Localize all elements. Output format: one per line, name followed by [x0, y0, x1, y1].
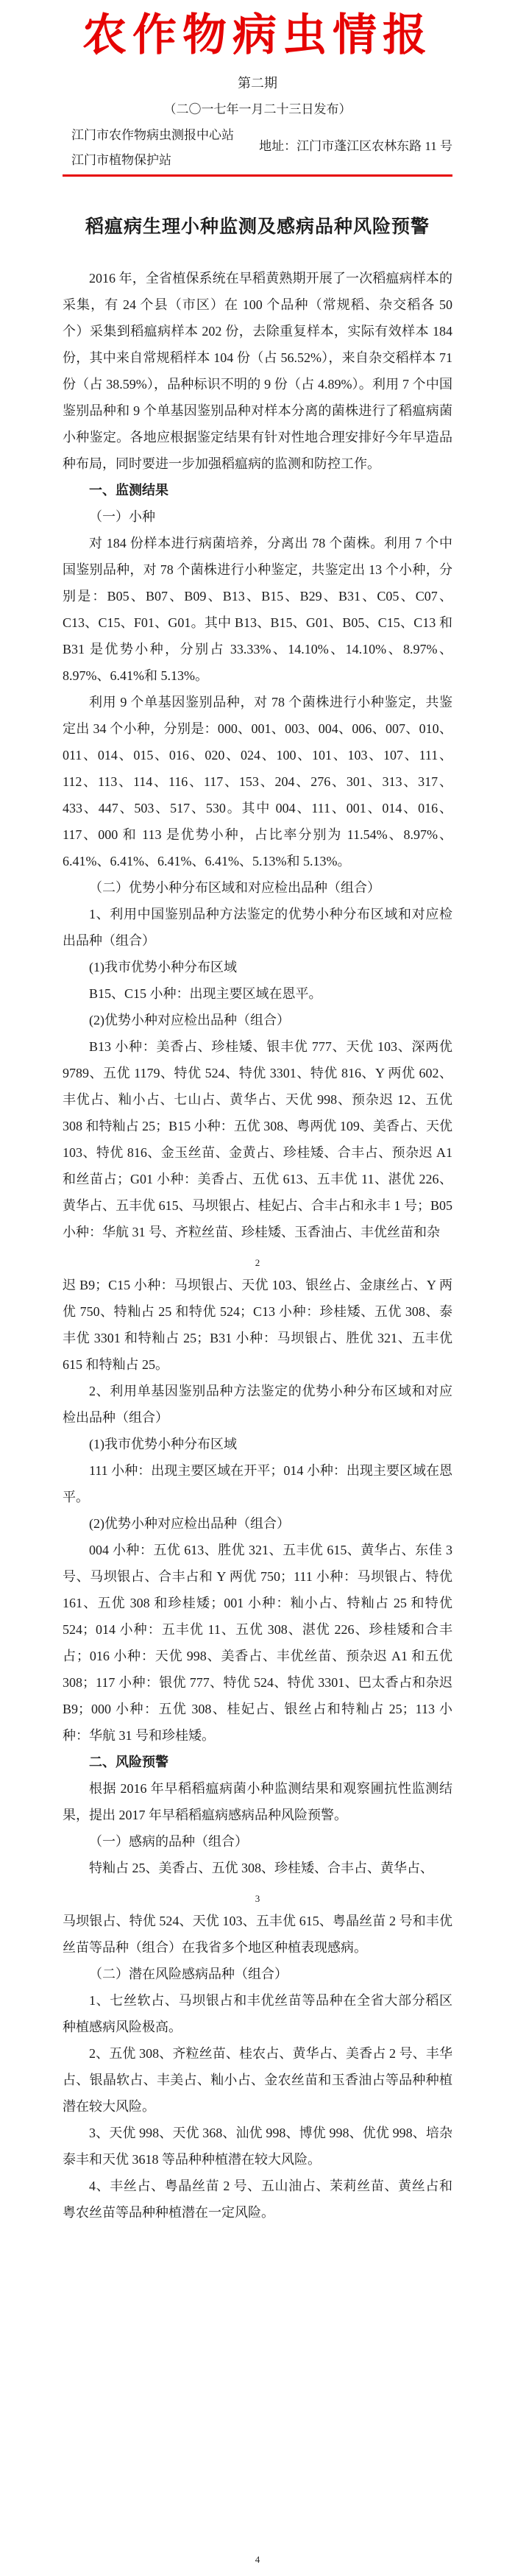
- org-address-row: [63, 124, 452, 169]
- paragraph-races-china-identifiers: 对 184 份样本进行病菌培养，分离出 78 个菌株。利用 7 个中国鉴别品种，对 78 个菌株进行小种鉴定，共鉴定出 13 个小种，分别是：B05、B07、B09、B13、B15、B29、B31、C05、C07、C13、C15、F01、G01。其中 B13、B15、G01、B05、C15、C13 和 B31 是优势小种，分别占 33.33%、14.10%、14.10%、8.97%、8.97%、6.41%和 5.13%。: [63, 536, 452, 683]
- label-china-area: (1)我市优势小种分布区域: [89, 960, 237, 974]
- heading-risk-warning: 二、风险预警: [89, 1755, 168, 1769]
- page-number-3: 3: [255, 1893, 260, 1904]
- article-body: [63, 265, 452, 2226]
- paragraph-monogenic-area: 111 小种：出现主要区域在开平；014 小种：出现主要区域在恩平。: [63, 1463, 452, 1504]
- paragraph-races-monogenic-identifiers: 利用 9 个单基因鉴别品种，对 78 个菌株进行小种鉴定，共鉴定出 34 个小种，分别是：000、001、003、004、006、007、010、011、014、015、016、020、024、100、101、103、107、111、112、113、114、116、117、153、204、276、301、313、317、433、447、503、517、530。其中 004、111、001、014、016、117、000 和 113 是优势小种，占比率分别为 11.54%、8.97%、6.41%、6.41%、6.41%、6.41%、5.13%和 5.13%。: [63, 695, 452, 868]
- paragraph-susceptible-part2: 马坝银占、特优 524、天优 103、五丰优 615、粤晶丝苗 2 号和丰优丝苗等品种（组合）在我省多个地区种植表现感病。: [63, 1914, 452, 1955]
- masthead: [0, 0, 515, 177]
- page-number-2: 2: [255, 1257, 260, 1268]
- paragraph-monogenic-detected: 004 小种：五优 613、胜优 321、五丰优 615、黄华占、东佳 3 号、马坝银占、合丰占和 Y 两优 750；111 小种：马坝银占、特优 161、五优 308 和珍桂矮；001 小种：籼小占、特籼占 25 和特优 524；014 小种：五丰优 11、五优 308、湛优 226、珍桂矮和合丰占；016 小种：天优 998、美香占、丰优丝苗、预杂迟 A1 和五优 308；117 小种：银优 777、特优 524、特优 3301、巴太香占和杂迟 B9；000 小种：五优 308、桂妃占、银丝占和特籼占 25；113 小种：华航 31 号和珍桂矮。: [63, 1543, 452, 1743]
- masthead-red-rule: [63, 174, 452, 177]
- label-monogenic-area: (1)我市优势小种分布区域: [89, 1437, 237, 1451]
- paragraph-china-detected-part2: 迟 B9；C15 小种：马坝银占、天优 103、银丝占、金康丝占、Y 两优 750、特籼占 25 和特优 524；C13 小种：珍桂矮、五优 308、泰丰优 3301 和特籼占 25；B31 小种：马坝银占、胜优 321、五丰优 615 和特籼占 25。: [63, 1278, 452, 1372]
- org-address: 地址：江门市蓬江区农林东路 11 号: [259, 139, 452, 153]
- heading-races: （一）小种: [89, 509, 155, 524]
- org-name-1: 江门市农作物病虫测报中心站: [71, 128, 234, 142]
- heading-distribution-and-varieties: （二）优势小种分布区域和对应检出品种（组合）: [89, 880, 380, 895]
- paragraph-monogenic-method: 2、利用单基因鉴别品种方法鉴定的优势小种分布区域和对应检出品种（组合）: [63, 1384, 452, 1425]
- heading-monitoring-results: 一、监测结果: [89, 483, 168, 498]
- paragraph-risk-intro: 根据 2016 年早稻稻瘟病菌小种监测结果和观察圃抗性监测结果，提出 2017 年早稻稻瘟病感病品种风险预警。: [63, 1781, 452, 1822]
- article-title: 稻瘟病生理小种监测及感病品种风险预警: [85, 217, 430, 237]
- paragraph-china-area: B15、C15 小种：出现主要区域在恩平。: [89, 986, 322, 1001]
- paragraph-china-detected-part1: B13 小种：美香占、珍桂矮、银丰优 777、天优 103、深两优 9789、五优 1179、特优 524、特优 3301、特优 816、Y 两优 602、丰优占、籼小占、七山占、黄华占、天优 998、预杂迟 12、五优 308 和特籼占 25；B15 小种：五优 308、粤两优 109、美香占、天优 103、特优 816、金玉丝苗、金黄占、珍桂矮、合丰占、预杂迟 A1 和丝苗占；G01 小种：美香占、五优 613、五丰优 11、湛优 226、黄华占、五丰优 615、马坝银占、桂妃占、合丰占和永丰 1 号；B05 小种：华航 31 号、齐粒丝苗、珍桂矮、玉香油占、丰优丝苗和杂: [63, 1039, 452, 1239]
- paragraph-china-method: 1、利用中国鉴别品种方法鉴定的优势小种分布区域和对应检出品种（组合）: [63, 907, 452, 948]
- paragraph-potential-risk-1: 1、七丝软占、马坝银占和丰优丝苗等品种在全省大部分稻区种植感病风险极高。: [63, 1993, 452, 2034]
- heading-potential-risk-varieties: （二）潜在风险感病品种（组合）: [89, 1967, 288, 1981]
- org-name-2: 江门市植物保护站: [71, 153, 171, 167]
- paragraph-potential-risk-2: 2、五优 308、齐粒丝苗、桂农占、黄华占、美香占 2 号、丰华占、银晶软占、丰美占、籼小占、金农丝苗和玉香油占等品种种植潜在较大风险。: [63, 2046, 452, 2114]
- label-monogenic-detected: (2)优势小种对应检出品种（组合）: [89, 1516, 290, 1531]
- label-china-detected: (2)优势小种对应检出品种（组合）: [89, 1013, 290, 1027]
- paragraph-susceptible-part1: 特籼占 25、美香占、五优 308、珍桂矮、合丰占、黄华占、: [89, 1861, 433, 1875]
- issue-number: 第二期: [238, 76, 277, 91]
- paragraph-intro: 2016 年，全省植保系统在早稻黄熟期开展了一次稻瘟病样本的采集，有 24 个县（市区）在 100 个品种（常规稻、杂交稻各 50 个）采集到稻瘟病样本 202 份，去除重复样本，实际有效样本 184 份，其中来自常规稻样本 104 份（占 56.52%），来自杂交稻样本 71 份（占 38.59%），品种标识不明的 9 份（占 4.89%）。利用 7 个中国鉴别品种和 9 个单基因鉴别品种对样本分离的菌株进行了稻瘟病菌小种鉴定。各地应根据鉴定结果有针对性地合理安排好今年早造品种布局，同时要进一步加强稻瘟病的监测和防控工作。: [63, 271, 452, 471]
- article: [0, 212, 515, 2226]
- publish-date: （二〇一七年一月二十三日发布）: [163, 102, 352, 116]
- page-number-4: 4: [255, 2554, 260, 2565]
- masthead-title: 农作物病虫情报: [82, 11, 433, 60]
- paragraph-potential-risk-4: 4、丰丝占、粤晶丝苗 2 号、五山油占、茉莉丝苗、黄丝占和粤农丝苗等品种种植潜在一定风险。: [63, 2179, 452, 2220]
- paragraph-potential-risk-3: 3、天优 998、天优 368、汕优 998、博优 998、优优 998、培杂泰丰和天优 3618 等品种种植潜在较大风险。: [63, 2126, 452, 2167]
- heading-susceptible-varieties: （一）感病的品种（组合）: [89, 1834, 248, 1849]
